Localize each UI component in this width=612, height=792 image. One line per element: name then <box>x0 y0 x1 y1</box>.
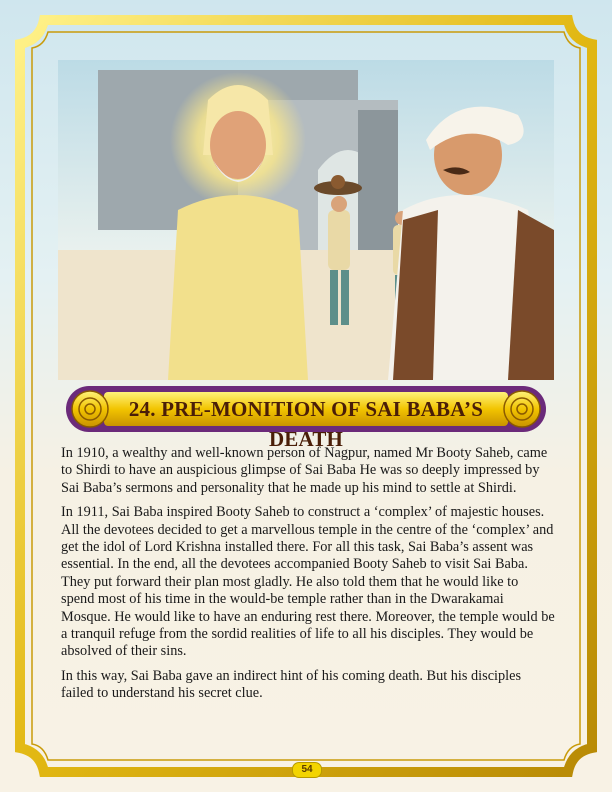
illustration-sai-baba-and-booty-saheb <box>58 60 554 380</box>
right-scroll-ornament <box>504 391 540 427</box>
paragraph-3: In this way, Sai Baba gave an indirect hint of his coming death. But his disciples failed to understand his secret clue. <box>61 667 522 702</box>
paragraph-2: In 1911, Sai Baba inspired Booty Saheb to construct a ‘complex’ of majestic houses. All the devotees decided to get a marvellous temple in the centre of the ‘complex’ and get the idol of Lord Krishna installed there. For all this task, Sai Baba’s assent was essential. In the end, all the devotees accompanied Booty Saheb to visit Sai Baba. They put forward their plan most gladly. He also told them that he would like to spend most of his time in the would-be temple rather than in the Dwarakamai Mosque. He would like to have an enduring rest there. Moreover, the temple would be a tranquil refuge from the sordid realities of life to all his disciples. They would be absolved of their sins. <box>61 504 555 660</box>
story-text <box>61 445 555 710</box>
left-scroll-ornament <box>72 391 108 427</box>
chapter-title: 24. PRE-MONITION OF SAI BABA’S DEATH <box>128 397 484 451</box>
paragraph-1: In 1910, a wealthy and well-known person of Nagpur, named Mr Booty Saheb, came to Shirdi to have an auspicious glimpse of Sai Baba He was so deeply impressed by Sai Baba’s sermons and personality that he made up his mind to settle at Shirdi. <box>61 445 548 496</box>
page-number: 54 <box>292 762 322 778</box>
